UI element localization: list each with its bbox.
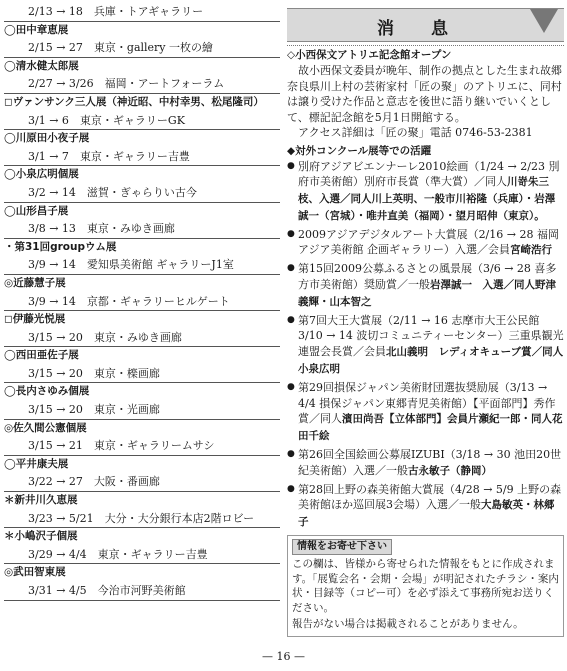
competition-item-text: 第26回全国絵画公募展IZUBI（3/18 → 30 池田20世紀美術館）入選／一般	[298, 448, 562, 477]
exhibition-heading: ◯清水健太郎展	[4, 59, 79, 72]
competition-heading: ◆対外コンクール展等での活躍	[287, 144, 432, 157]
exhibition-heading: ◯山形昌子展	[4, 204, 69, 217]
atelier-paragraph: 故小西保文委員が晩年、制作の拠点とした生まれ故郷奈良県川上村の芸術家村「匠の聚」のアトリエに、同村は譲り受けた作品と意志を後世に語り継いでいくとして、標記記念館を5月1日開館する。	[287, 64, 562, 124]
competition-item-names: 岩澤誠一 入選／同人野津義輝・山本智之	[298, 279, 556, 308]
competition-item-text: 第29回損保ジャパン美術財団選抜奨励展（3/13 → 4/4 損保ジャパン東郷青児美術館）【平面部門】秀作賞／同人	[298, 380, 556, 426]
exhibition-detail: 3/1 → 7 東京・ギャラリー吉豊	[4, 148, 280, 167]
exhibition-heading: ◻伊藤光悦展	[4, 313, 66, 326]
competition-item-text: 2009アジアデジタルアート大賞展（2/16 → 28 福岡アジア美術館 企画ギャラリー）入選／会員	[298, 227, 559, 257]
competition-item-names: 大島敏英・林郷子	[298, 499, 555, 529]
competition-item-text: 第28回上野の森美術館大賞展（4/28 → 5/9 上野の森美術館ほか巡回展3会場）入選／一般	[298, 482, 562, 512]
notice-text: この欄は、皆様から寄せられた情報をもとに作成されます。「展覧会名・会期・会場」が明記されたチラシ・案内状・目録等（コピー可）を必ず添えて事務所宛お送りください。	[292, 558, 559, 614]
news-title-bar	[287, 8, 564, 42]
exhibition-detail: 3/15 → 20 東京・檪画廊	[4, 365, 280, 384]
exhibition-heading: ◯長内さゆみ個展	[4, 385, 90, 398]
exhibition-heading: ◯田中章恵展	[4, 23, 69, 36]
exhibition-heading: ＊新井川久恵展	[4, 494, 78, 507]
exhibition-list	[4, 3, 280, 601]
triangle-icon	[530, 9, 558, 33]
exhibition-detail: 3/9 → 14 愛知県美術館 ギャラリーJ1室	[4, 256, 280, 275]
page-number: — 16 —	[262, 650, 305, 663]
competition-item	[287, 380, 564, 445]
exhibition-detail: 3/8 → 13 東京・みゆき画廊	[4, 220, 280, 239]
exhibition-detail: 3/29 → 4/4 東京・ギャラリー吉豊	[4, 546, 280, 565]
exhibition-detail: 3/15 → 20 東京・みゆき画廊	[4, 329, 280, 348]
exhibition-heading: ◯西田亜佐子展	[4, 349, 79, 362]
competition-item-text: 別府アジアビエンナーレ2010絵画（1/24 → 2/23 別府市美術館）別府市長賞（準大賞）／同人	[298, 159, 560, 189]
atelier-heading: ◇小西保文アトリエ記念館オープン	[287, 45, 564, 63]
exhibition-heading: ◎佐久間公憲個展	[4, 421, 87, 434]
competition-item	[287, 313, 564, 378]
competition-list	[287, 159, 564, 532]
exhibition-heading: ◎近藤慧子展	[4, 276, 66, 289]
notice-text-2: 報告がない場合は掲載されることがありません。	[292, 618, 524, 631]
exhibition-detail: 3/9 → 14 京都・ギャラリーヒルゲート	[4, 293, 280, 312]
info-notice-box	[287, 535, 564, 637]
exhibition-detail: 3/1 → 6 東京・ギャラリーGK	[4, 112, 280, 131]
notice-heading: 情報をお寄せ下さい	[292, 539, 392, 555]
exhibition-detail: 3/31 → 4/5 今治市河野美術館	[4, 582, 280, 601]
atelier-access: アクセス詳細は「匠の聚」電話 0746-53-2381	[298, 126, 533, 139]
exhibition-detail: 3/23 → 5/21 大分・大分銀行本店2階ロビー	[4, 510, 280, 529]
exhibition-heading: ◯川原田小夜子展	[4, 132, 90, 145]
exhibition-detail: 2/15 → 27 東京・gallery 一枚の繪	[4, 39, 280, 58]
exhibition-heading: ◎武田智東展	[4, 566, 66, 579]
exhibition-heading: ◯平井康夫展	[4, 457, 69, 470]
competition-item	[287, 447, 564, 480]
exhibition-detail: 2/13 → 18 兵庫・トアギャラリー	[4, 3, 280, 22]
competition-item	[287, 261, 564, 310]
exhibition-heading: ＊小嶋沢子個展	[4, 530, 78, 543]
competition-item-names: 宮崎浩行	[510, 244, 553, 257]
competition-item-names: 北山義明 レディオキューブ賞／同人小泉広明	[298, 346, 564, 376]
exhibition-heading: ・第31回groupウム展	[4, 240, 117, 253]
exhibition-detail: 3/15 → 21 東京・ギャラリームサシ	[4, 437, 280, 456]
competition-item-names: 濱田尚吾【立体部門】会員片瀬紀一郎・同人花田千絵	[298, 413, 563, 443]
exhibition-detail: 2/27 → 3/26 福岡・アートフォーラム	[4, 75, 280, 94]
competition-item	[287, 227, 564, 260]
competition-item-text: 第7回大王大賞展（2/11 → 16 志摩市大王公民館 3/10 → 14 波切コミュニティーセンター）三重県観光連盟会長賞／会員	[298, 313, 564, 359]
exhibition-detail: 3/2 → 14 滋賀・ぎゃらりい古今	[4, 184, 280, 203]
competition-item-names: 古永敏子（静岡）	[408, 464, 492, 477]
competition-item	[287, 482, 564, 531]
competition-item	[287, 159, 564, 225]
exhibition-detail: 3/22 → 27 大阪・番画廊	[4, 473, 280, 492]
news-column	[287, 8, 564, 637]
competition-item-text: 第15回2009公募ふるさとの風景展（3/6 → 28 喜多方市美術館）奨励賞／一般	[298, 262, 557, 292]
exhibition-detail: 3/15 → 20 東京・光画廊	[4, 401, 280, 420]
competition-item-names: 川嵜朱三枝、入選／同人川上英明、一般市川裕隆（兵庫）・岩澤誠一（宮城）・唯井直美（福岡）・望月昭伸（東京）。	[298, 176, 556, 222]
news-title: 消 息	[377, 19, 458, 39]
exhibition-heading: ◯小泉広明個展	[4, 168, 79, 181]
exhibition-heading: ◻ヴァンサンク三人展（神近昭、中村幸男、松尾隆司）	[4, 95, 264, 108]
